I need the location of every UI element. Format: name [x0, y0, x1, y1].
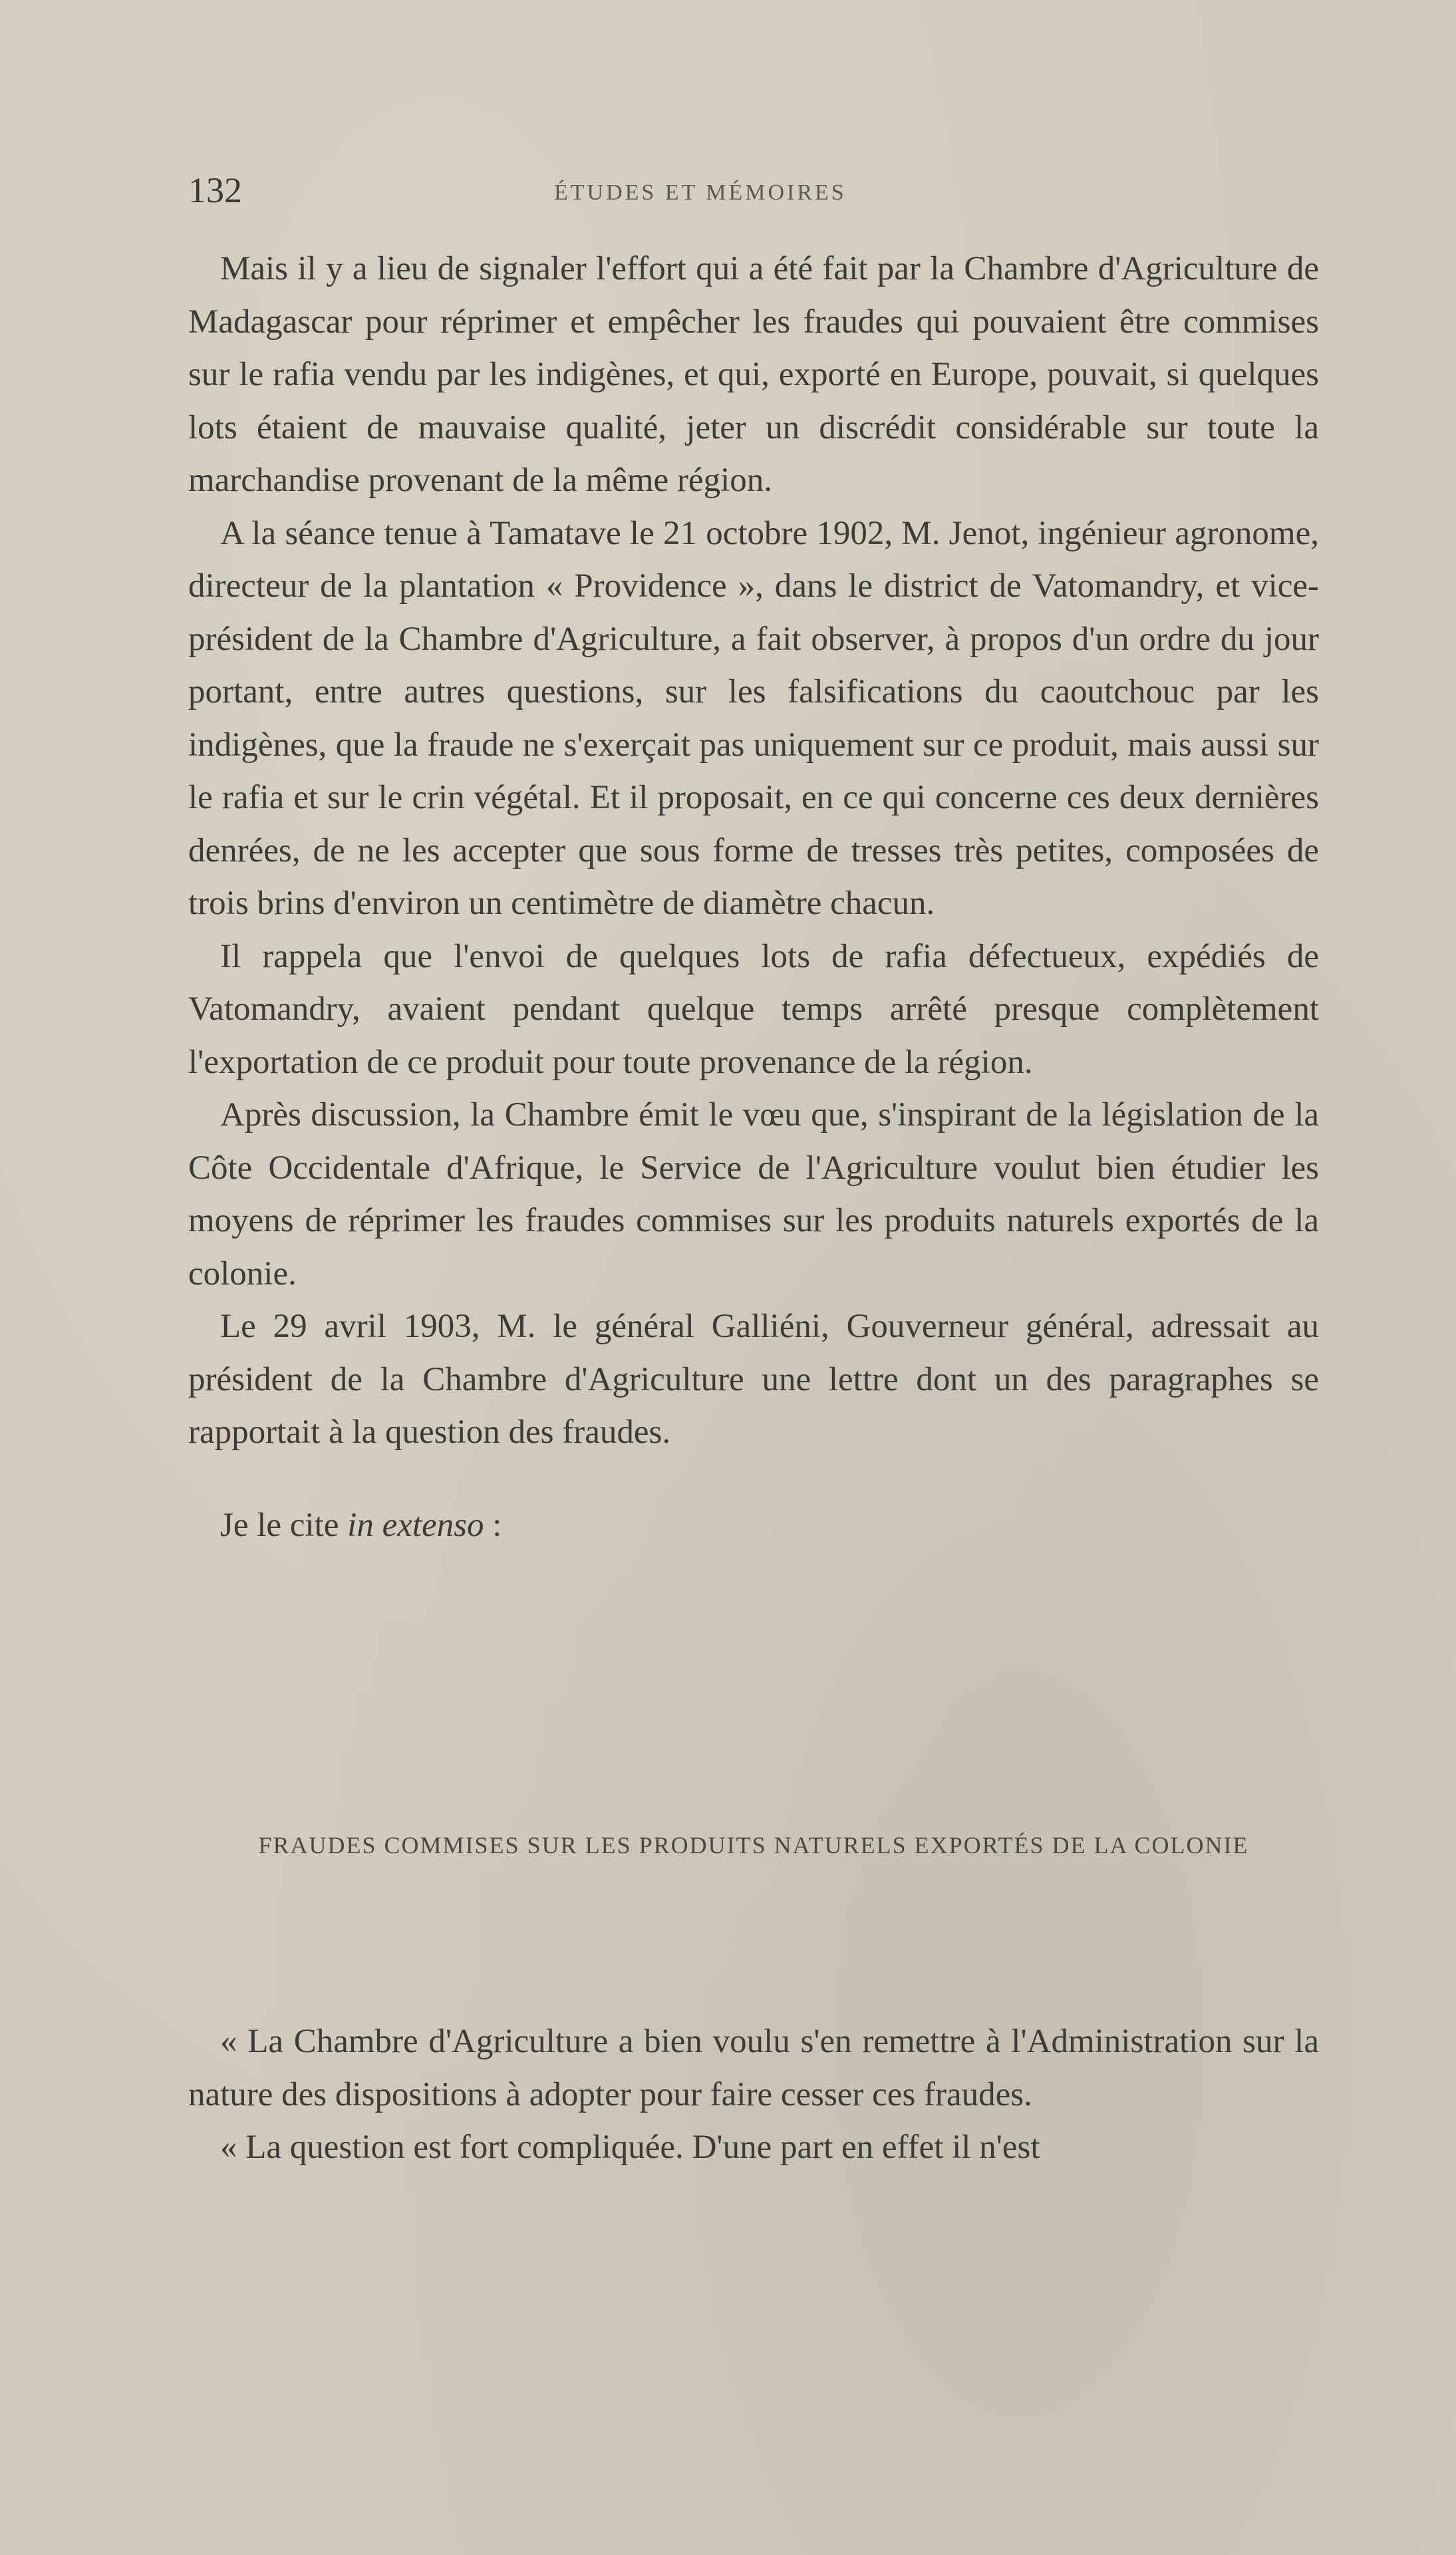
paragraph-gallieni-letter: Le 29 avril 1903, M. le général Galliéni, Gouverneur général, adressait au président de la Chambre d'Agriculture une lettre dont un des paragraphes se rapportait à la question des fraudes. [188, 1308, 1319, 1451]
quote-paragraph-complicated: « La question est fort compliquée. D'une part en effet il n'est [220, 2129, 1040, 2166]
citation-italic: in extenso [347, 1506, 484, 1544]
section-title: FRAUDES COMMISES SUR LES PRODUITS NATURELS EXPORTÉS DE LA COLONIE [258, 1832, 1249, 1859]
page-number: 132 [188, 170, 242, 210]
quote-paragraph-administration: « La Chambre d'Agriculture a bien voulu s'en remettre à l'Administration sur la nature des dispositions à adopter pour faire cesser ces fraudes. [188, 2023, 1319, 2113]
paragraph-raffia-fraud: Mais il y a lieu de signaler l'effort qui a été fait par la Chambre d'Agriculture de Madagascar pour réprimer et empêcher les fraudes qui pouvaient être commises sur le rafia vendu par les indigènes, et qui, exporté en Europe, pouvait, si quelques lots étaient de mauvaise qualité, jeter un discrédit considérable sur toute la marchandise provenant de la même région. [188, 250, 1319, 499]
paragraph-tamatave-session: A la séance tenue à Tamatave le 21 octobre 1902, M. Jenot, ingénieur agronome, directeur de la plantation « Providence », dans le district de Vatomandry, et vice-président de la Chambre d'Agriculture, a fait observer, à propos d'un ordre du jour portant, entre autres questions, sur les falsifications du caoutchouc par les indigènes, que la fraude ne s'exerçait pas uniquement sur ce produit, mais aussi sur le rafia et sur le crin végétal. Et il proposait, en ce qui concerne ces deux dernières denrées, de ne les accepter que sous forme de tresses très petites, composées de trois brins d'environ un centimètre de diamètre chacun. [188, 514, 1319, 922]
citation-suffix: : [484, 1506, 502, 1544]
body-text [188, 243, 1319, 1552]
quoted-letter [188, 2016, 1319, 2175]
paragraph-chamber-wish: Après discussion, la Chambre émit le vœu que, s'inspirant de la législation de la Côte Occidentale d'Afrique, le Service de l'Agriculture voulut bien étudier les moyens de réprimer les fraudes commises sur les produits naturels exportés de la colonie. [188, 1096, 1319, 1292]
running-head [188, 170, 1319, 216]
citation-line [188, 1499, 1319, 1553]
citation-prefix: Je le cite [220, 1506, 348, 1544]
running-title: ÉTUDES ET MÉMOIRES [554, 180, 847, 205]
paragraph-vatomandry-lots: Il rappela que l'envoi de quelques lots de rafia défectueux, expédiés de Vatomandry, avaient pendant quelque temps arrêté presque complètement l'exportation de ce produit pour toute provenance de la région. [188, 937, 1319, 1081]
